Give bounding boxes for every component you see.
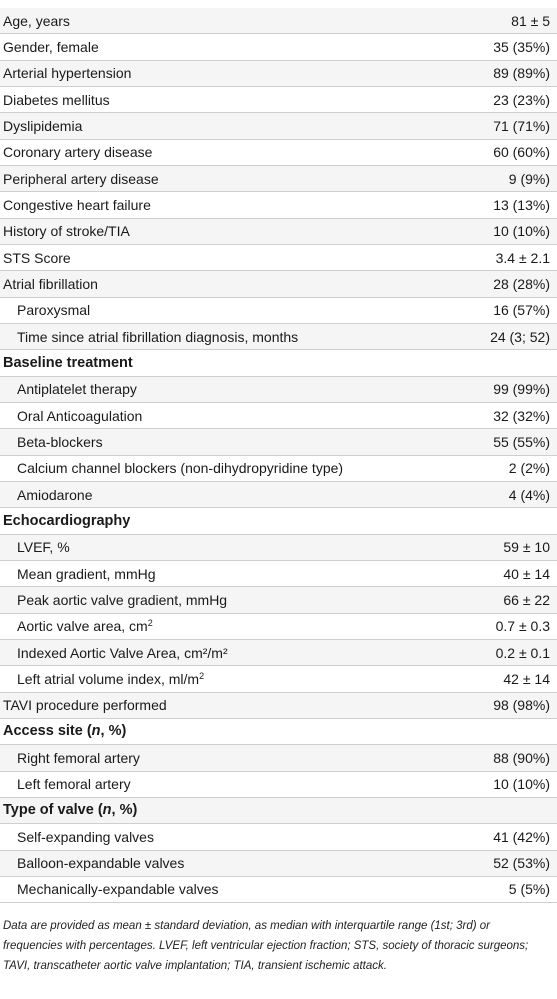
row-label-italic: n [102, 802, 112, 819]
row-value: 2 (2%) [508, 460, 550, 477]
row-value: 4 (4%) [508, 486, 550, 503]
row-value: 66 ± 22 [503, 591, 550, 608]
row-value: 13 (13%) [493, 196, 550, 213]
row-label [0, 593, 227, 607]
row-label-text: Self-expanding valves [17, 828, 154, 845]
row-label [0, 882, 219, 896]
row-label-italic: n [91, 723, 101, 740]
row-label-text: Gender, female [3, 38, 99, 55]
row-label-text: Type of valve ( [3, 802, 103, 819]
row-label-text: Access site ( [3, 723, 92, 740]
row-label [0, 277, 98, 291]
row-value: 3.4 ± 2.1 [495, 249, 550, 266]
table-footnote: Data are provided as mean ± standard deviation, as median with interquartile range (1st; 3rd) or frequencies with percentages. LVEF, left ventricular ejection fraction; STS, society of thoracic surgeons; TAVI, transcatheter aortic valve implantation; TIA, transient ischemic attack. [3, 920, 529, 972]
table-row [0, 140, 557, 166]
row-label-tail: , %) [111, 802, 138, 819]
row-value: 99 (99%) [493, 381, 550, 398]
row-value: 23 (23%) [493, 91, 550, 108]
row-label [0, 777, 131, 791]
row-label-text: Echocardiography [3, 512, 131, 529]
row-label-text: Balloon-expandable valves [17, 855, 185, 872]
table-row [0, 271, 557, 297]
row-label [0, 119, 82, 133]
row-value: 60 (60%) [493, 144, 550, 161]
row-label-text: Aortic valve area, cm [17, 618, 148, 635]
row-label-text: Oral Anticoagulation [17, 407, 143, 424]
table-row [0, 298, 557, 324]
table-row [0, 324, 557, 350]
row-value: 42 ± 14 [503, 670, 550, 687]
row-label [0, 435, 103, 449]
row-label-text: Dyslipidemia [3, 117, 83, 134]
row-label-text: Antiplatelet therapy [17, 381, 137, 398]
table-row [0, 772, 557, 798]
table-row [0, 429, 557, 455]
row-label-text: Left atrial volume index, ml/m [17, 670, 200, 687]
row-label-text: History of stroke/TIA [3, 223, 130, 240]
row-value: 40 ± 14 [503, 565, 550, 582]
row-label [0, 66, 131, 80]
row-value: 59 ± 10 [503, 539, 550, 556]
table-row [0, 535, 557, 561]
row-label [0, 251, 71, 265]
row-label [0, 409, 142, 423]
table-row [0, 87, 557, 113]
row-label-tail: , %) [100, 723, 127, 740]
row-label [0, 856, 184, 870]
row-label-text: TAVI procedure performed [3, 697, 167, 714]
section-header-row [0, 798, 557, 824]
row-label [0, 461, 343, 475]
table-row [0, 456, 557, 482]
row-label-text: Coronary artery disease [3, 144, 153, 161]
table-row [0, 34, 557, 60]
table-row [0, 192, 557, 218]
row-label-text: Paroxysmal [17, 302, 91, 319]
row-label [0, 224, 130, 238]
section-header-row [0, 508, 557, 534]
row-label [0, 830, 154, 844]
row-value: 10 (10%) [493, 223, 550, 240]
row-value: 52 (53%) [493, 855, 550, 872]
row-value: 71 (71%) [493, 117, 550, 134]
row-label-text: Right femoral artery [17, 749, 140, 766]
row-label [0, 303, 90, 317]
row-label [0, 619, 153, 633]
table-row [0, 61, 557, 87]
table-row [0, 666, 557, 692]
row-value: 24 (3; 52) [490, 328, 550, 345]
table-row [0, 640, 557, 666]
table-row [0, 614, 557, 640]
row-label-text: Baseline treatment [3, 354, 133, 371]
row-label-text: Diabetes mellitus [3, 91, 110, 108]
row-value: 55 (55%) [493, 433, 550, 450]
row-value: 0.7 ± 0.3 [495, 618, 550, 635]
table-row [0, 745, 557, 771]
row-label [0, 330, 298, 344]
row-label [0, 646, 228, 660]
row-label-text: Atrial fibrillation [3, 275, 98, 292]
table-row [0, 377, 557, 403]
row-value: 32 (32%) [493, 407, 550, 424]
row-label-text: Mean gradient, mmHg [17, 565, 156, 582]
row-value: 28 (28%) [493, 275, 550, 292]
section-header-label [0, 514, 130, 529]
table-row [0, 113, 557, 139]
row-label [0, 567, 156, 581]
table-row [0, 166, 557, 192]
row-value: 89 (89%) [493, 65, 550, 82]
table-row [0, 8, 557, 34]
table-row [0, 587, 557, 613]
row-label-text: Arterial hypertension [3, 65, 132, 82]
table-row [0, 245, 557, 271]
row-label [0, 40, 99, 54]
table-row [0, 824, 557, 850]
row-label-superscript: 2 [147, 618, 153, 629]
row-label-text: Left femoral artery [17, 776, 131, 793]
section-header-row [0, 350, 557, 376]
row-label-text: Calcium channel blockers (non-dihydropyridine type) [17, 460, 344, 477]
section-header-row [0, 719, 557, 745]
row-value: 98 (98%) [493, 697, 550, 714]
row-value: 81 ± 5 [511, 12, 550, 29]
row-value: 0.2 ± 0.1 [495, 644, 550, 661]
table-row [0, 877, 557, 903]
row-label [0, 93, 110, 107]
row-label [0, 198, 151, 212]
section-header-label [0, 724, 126, 739]
table-row [0, 403, 557, 429]
row-value: 5 (5%) [508, 881, 550, 898]
row-label-text: STS Score [3, 249, 71, 266]
row-label-text: Congestive heart failure [3, 196, 151, 213]
row-label-text: Peripheral artery disease [3, 170, 159, 187]
row-label-text: LVEF, % [17, 539, 70, 556]
row-label [0, 14, 70, 28]
table-row [0, 482, 557, 508]
table-row [0, 693, 557, 719]
row-label [0, 172, 159, 186]
row-label-text: Mechanically-expandable valves [17, 881, 219, 898]
row-value: 41 (42%) [493, 828, 550, 845]
table-row [0, 561, 557, 587]
section-header-label [0, 356, 133, 371]
table-row [0, 219, 557, 245]
row-label-text: Beta-blockers [17, 433, 103, 450]
row-label [0, 672, 204, 686]
row-label [0, 382, 137, 396]
row-label [0, 751, 140, 765]
row-label-text: Age, years [3, 12, 70, 29]
row-value: 9 (9%) [508, 170, 550, 187]
row-label [0, 698, 167, 712]
row-value: 35 (35%) [493, 38, 550, 55]
characteristics-table [0, 8, 557, 903]
row-label-text: Time since atrial fibrillation diagnosis, months [17, 328, 299, 345]
row-label [0, 145, 152, 159]
row-value: 10 (10%) [493, 776, 550, 793]
table-row [0, 851, 557, 877]
row-label-text: Amiodarone [17, 486, 93, 503]
row-label [0, 540, 70, 554]
row-label-text: Indexed Aortic Valve Area, cm²/m² [17, 644, 228, 661]
row-label-superscript: 2 [199, 670, 205, 681]
row-value: 16 (57%) [493, 302, 550, 319]
row-label-text: Peak aortic valve gradient, mmHg [17, 591, 228, 608]
row-label [0, 488, 93, 502]
section-header-label [0, 803, 137, 818]
row-value: 88 (90%) [493, 749, 550, 766]
